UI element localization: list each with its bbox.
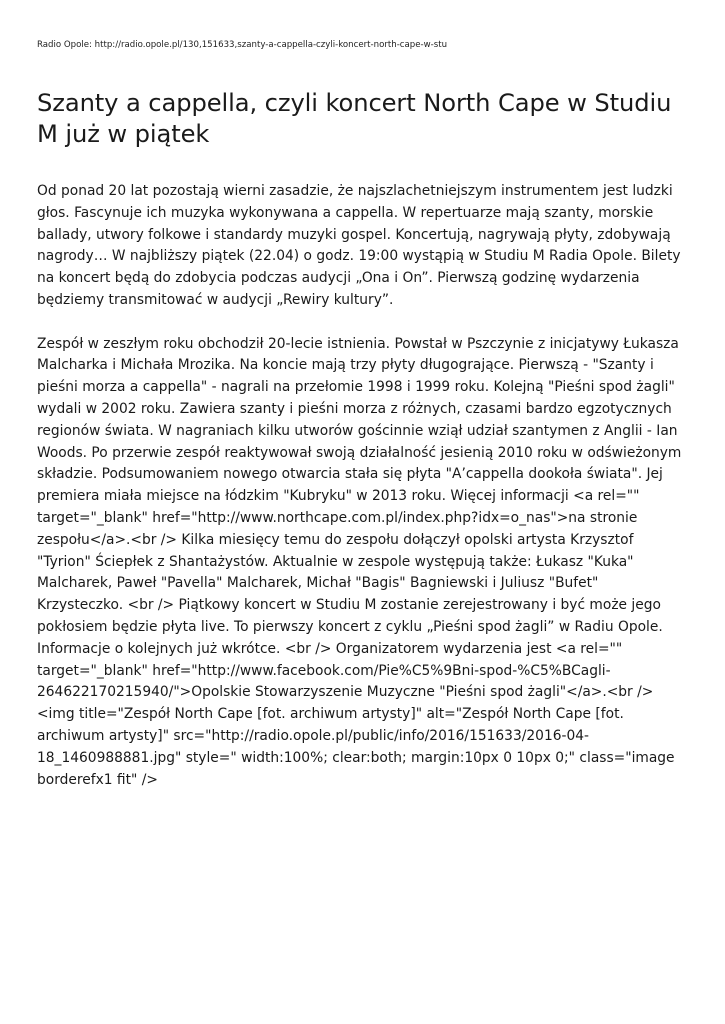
article-body: [37, 181, 685, 791]
article-title: Szanty a cappella, czyli koncert North Cape w Studiu M już w piątek: [37, 89, 672, 148]
article-paragraph-intro: Od ponad 20 lat pozostają wierni zasadzie, że najszlachetniejszym instrumentem jest ludzki głos. Fascynuje ich muzyka wykonywana a cappella. W repertuarze mają szanty, morskie ballady, utwory folkowe i standardy muzyki gospel. Koncertują, nagrywają płyty, zdobywają nagrody… W najbliższy piątek (22.04) o godz. 19:00 wystąpią w Studiu M Radia Opole. Bilety na koncert będą do zdobycia podczas audycji „Ona i On”. Pierwszą godzinę wydarzenia będziemy transmitować w audycji „Rewiry kultury”.: [37, 183, 681, 308]
source-url-line: Radio Opole: http://radio.opole.pl/130,151633,szanty-a-cappella-czyli-koncert-north-cape-w-stu: [37, 40, 448, 50]
article-paragraph-history: Zespół w zeszłym roku obchodził 20-lecie istnienia. Powstał w Pszczynie z inicjatywy Łukasza Malcharka i Michała Mrozika. Na koncie mają trzy płyty długogrające. Pierwszą - "Szanty i pieśni morza a cappella" - nagrali na przełomie 1998 i 1999 roku. Kolejną "Pieśni spod żagli" wydali w 2002 roku. Zawiera szanty i pieśni morza z różnych, czasami bardzo egzotycznych regionów świata. W nagraniach kilku utworów gościnnie wziął udział szantymen z Anglii - Ian Woods. Po przerwie zespół reaktywował swoją działalność jesienią 2010 roku w odświeżonym składzie. Podsumowaniem nowego otwarcia stała się płyta "A’cappella dookoła świata". Jej premiera miała miejsce na łódzkim "Kubryku" w 2013 roku. Więcej informacji <a rel="" target="_blank" href="http://www.northcape.com.pl/index.php?idx=o_nas">na stronie zespołu</a>.<br /> Kilka miesięcy temu do zespołu dołączył opolski artysta Krzysztof "Tyrion" Ściepłek z Shantażystów. Aktualnie w zespole występują także: Łukasz "Kuka" Malcharek, Paweł "Pavella" Malcharek, Michał "Bagis" Bagniewski i Juliusz "Bufet" Krzysteczko. <br /> Piątkowy koncert w Studiu M zostanie zerejestrowany i być może jego pokłosiem będzie płyta live. To pierwszy koncert z cyklu „Pieśni spod żagli” w Radiu Opole. Informacje o kolejnych już wkrótce. <br /> Organizatorem wydarzenia jest <a rel="" target="_blank" href="http://www.facebook.com/Pie%C5%9Bni-spod-%C5%BCagli-264622170215940/">Opolskie Stowarzyszenie Muzyczne "Pieśni spod żagli"</a>.<br /> <img title="Zespół North Cape [fot. archiwum artysty]" alt="Zespół North Cape [fot. archiwum artysty]" src="http://radio.opole.pl/public/info/2016/151633/2016-04-18_1460988881.jpg" style=" width:100%; clear:both; margin:10px 0 10px 0;" class="image borderefx1 fit" />: [37, 335, 682, 788]
